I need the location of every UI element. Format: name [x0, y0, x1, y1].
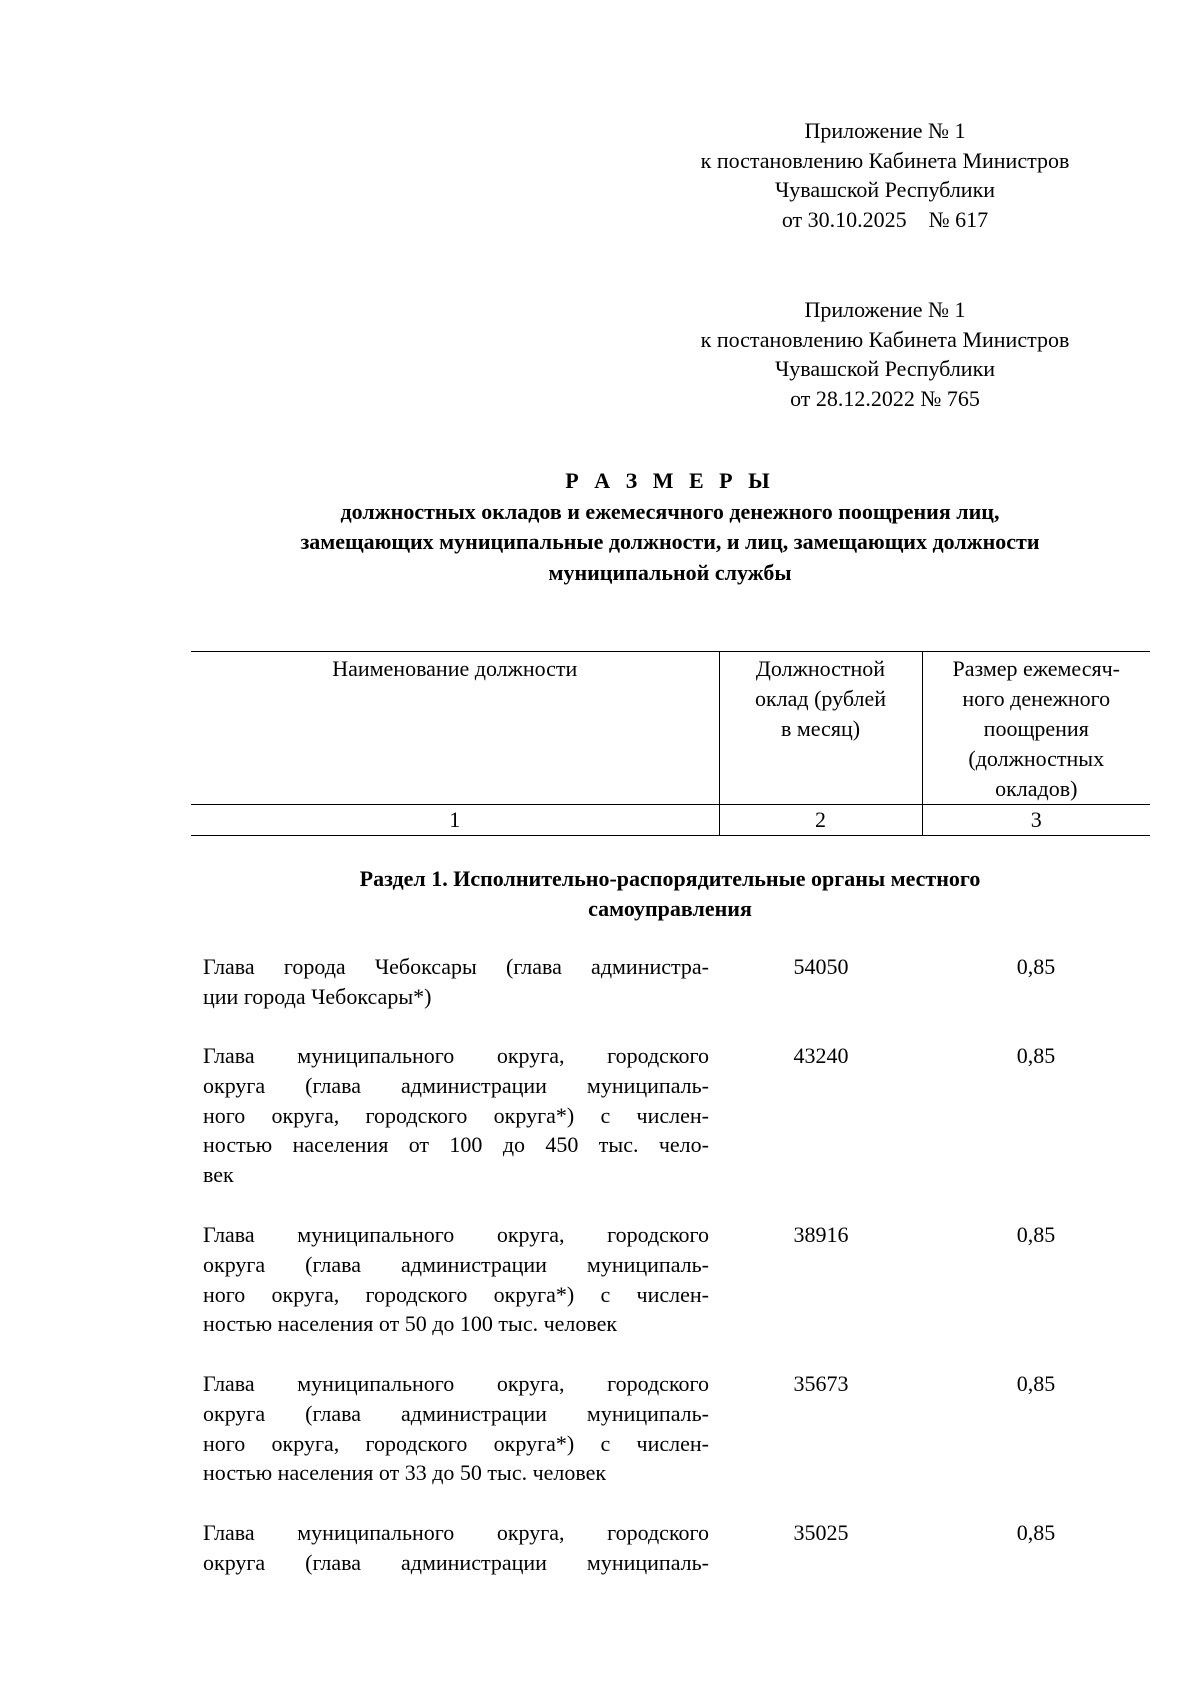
table-row: [203, 1369, 1162, 1488]
appendix-line: Приложение № 1: [804, 118, 966, 143]
document-title: [150, 466, 1190, 588]
salary-value: 35025: [793, 1520, 849, 1545]
position-name-line: Глава города Чебоксары (глава администра-: [203, 954, 709, 979]
column-number: 1: [191, 805, 719, 836]
position-name: [203, 1369, 709, 1488]
appendix-line: Чувашской Республики: [774, 177, 996, 202]
position-name: [203, 952, 709, 1012]
header-line: Наименование должности: [332, 656, 578, 681]
section-line: Раздел 1. Исполнительно-распорядительные органы местного: [359, 866, 981, 891]
position-name-line: век: [203, 1162, 234, 1188]
header-line: (должностных: [968, 746, 1105, 771]
appendix-previous: [620, 295, 1150, 413]
position-name-line: ностью населения от 33 до 50 тыс. человек: [203, 1460, 607, 1486]
header-line: в месяц): [780, 716, 861, 741]
column-number: 2: [719, 805, 922, 836]
bonus-value: 0,85: [1016, 954, 1056, 979]
header-line: Размер ежемесяч-: [952, 656, 1120, 681]
position-name-line: округа (глава администрации муниципаль-: [203, 1251, 709, 1277]
title-line: замещающих муниципальные должности, и лиц, замещающих должности: [300, 529, 1040, 554]
position-name-line: округа (глава администрации муниципаль-: [203, 1072, 709, 1098]
appendix-line: к постановлению Кабинета Министров: [700, 147, 1070, 173]
column-number: 3: [922, 805, 1150, 836]
position-name-line: округа (глава администрации муниципаль-: [203, 1549, 709, 1575]
position-name: [203, 1041, 709, 1190]
table-row: [203, 1518, 1162, 1578]
position-name-line: ного округа, городского округа*) с числен-: [203, 1430, 709, 1456]
section-line: самоуправления: [588, 895, 752, 921]
position-name-line: ностью населения от 100 до 450 тыс. чело-: [203, 1132, 709, 1158]
position-name-line: ного округа, городского округа*) с числен-: [203, 1281, 709, 1307]
table-row: [203, 1041, 1162, 1190]
bonus-value: 0,85: [1016, 1371, 1056, 1396]
header-line: окладов): [995, 776, 1078, 801]
position-name-line: округа (глава администрации муниципаль-: [203, 1400, 709, 1426]
position-name-line: Глава муниципального округа, городского: [203, 1222, 709, 1247]
bonus-value: 0,85: [1016, 1043, 1056, 1068]
bonus-value: 0,85: [1016, 1222, 1056, 1247]
position-name-line: ностью населения от 50 до 100 тыс. человек: [203, 1311, 618, 1337]
header-bonus: [922, 652, 1150, 805]
title-line: должностных окладов и ежемесячного денежного поощрения лиц,: [340, 498, 1000, 524]
appendix-line: от 30.10.2025 № 617: [781, 206, 989, 232]
header-line: Должностной: [755, 656, 886, 681]
header-salary: [719, 652, 922, 805]
position-name-line: Глава муниципального округа, городского: [203, 1043, 709, 1068]
appendix-line: Приложение № 1: [804, 297, 966, 322]
header-line: ного денежного: [962, 686, 1111, 711]
position-name-line: ного округа, городского округа*) с числен-: [203, 1102, 709, 1128]
appendix-current: [620, 116, 1150, 234]
position-name: [203, 1220, 709, 1339]
salary-value: 35673: [793, 1371, 849, 1396]
section-heading: [250, 864, 1090, 923]
bonus-value: 0,85: [1016, 1520, 1056, 1545]
salary-value: 43240: [793, 1043, 849, 1068]
position-name-line: Глава муниципального округа, городского: [203, 1371, 709, 1396]
header-line: поощрения: [983, 716, 1089, 741]
position-name: [203, 1518, 709, 1578]
appendix-line: от 28.12.2022 № 765: [790, 385, 980, 411]
position-name-line: ции города Чебоксары*): [203, 983, 432, 1009]
table-row: [203, 952, 1162, 1012]
salary-value: 38916: [793, 1222, 849, 1247]
table-header: [191, 651, 1150, 836]
header-line: оклад (рублей: [754, 686, 887, 711]
appendix-line: Чувашской Республики: [774, 356, 996, 381]
salary-value: 54050: [793, 954, 849, 979]
appendix-line: к постановлению Кабинета Министров: [700, 326, 1070, 352]
title-line: муниципальной службы: [548, 559, 792, 585]
position-name-line: Глава муниципального округа, городского: [203, 1520, 709, 1545]
table-row: [203, 1220, 1162, 1339]
header-position-name: [191, 652, 719, 805]
title-heading: Р А З М Е Р Ы: [565, 468, 775, 493]
